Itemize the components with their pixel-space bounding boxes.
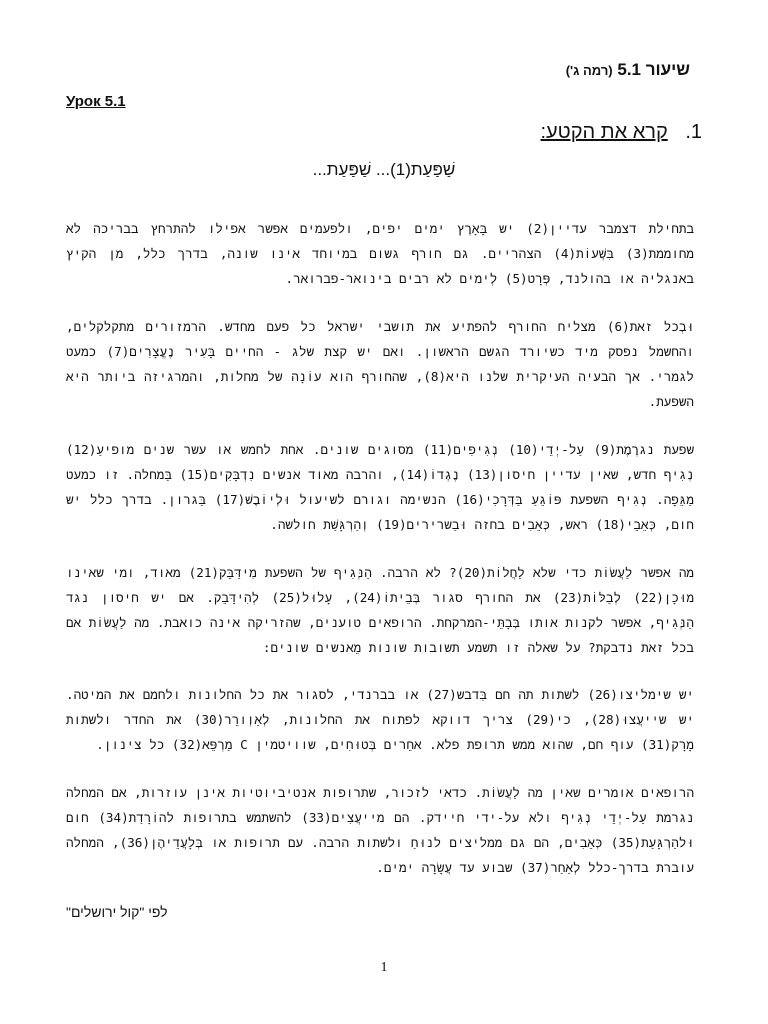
task-text: קרא את הקטע: <box>540 121 668 143</box>
russian-lesson-title: Урок 5.1 <box>66 93 126 110</box>
paragraph-2: וּבְכל זאת(6) מצליח החורף להפתיע את תושבי ישראל כל פעם מחדש. הרמזורים מתקלקלים, והחשמל נפסק מיד כשיורד הגשם הראשון. ואם יש קצת שלג - החיים בָּעִיר נֶעֱצָרִים(7) כמעט לגמרי. אך הבעיה העיקרית שלנו היא(8), שהחורף הוא עוֹנָה של מחלות, והמרגיזה ביותר היא השפעת. <box>66 318 694 409</box>
paragraph-3: שפעת נגרֶמֶת(9) עַל-יְדֵי(10) נְגִיפִים(11) מסוגים שונים. אחת לחמש או עשר שנים מופיעַ(12) נְגִיף חדש, שאין עדיין חיסון(13) נֶגְדוֹ(14), והרבה מאוד אנשים נִדְבָּקִים(15) בַּמחלה. זו כמעט מַגֵּפָה. נְגִיף השפעת פּוֹגֵעַ בַּדְּרָכִי(16) הנשימה וגורם לשיעול וּלְיוֹבֶשׁ(17) בַּגרון. בדרך כלל יש חום, כְּאֵבֵי(18) ראש, כְּאֵבִים בחזה וּבַשרירים(19) וְהַרְגָּשַׁת חולשה. <box>66 441 695 532</box>
paragraph-1: בתחילת דצמבר עדיין(2) יש בָּאָרֶץ ימים יפים, ולפעמים אפשר אפילו להתרחץ בבריכה לא מחוממת(3) בִּשְׁעוֹת(4) הצהריים. גם חורף גשום במיוחד אינו שונה, בדרך כלל, מן הקיץ באנגליה או בהולנד, פְּרָט(5) לְימים לא רבים בינואר-פברואר. <box>66 220 695 286</box>
task-number: 1. <box>685 121 702 143</box>
paragraph-5: יש שימליצו(26) לשתות תה חם בִּדבש(27) או בברנדי, לסגור את כל החלונות ולחמם את המיטה. יש שייעֲצוּ(28), כי(29) צריך דווקא לפתוח את החלונות, לְאַוְורֵר(30) את החדר ולשתות מָרָק(31) עוף חם, שהוא ממש תרופת פלא. אחֵרים בְּטוּחִים, שוויטמין C מַרְפֵּא(32) כל צינון. <box>66 686 695 752</box>
lesson-level: (רמה ג') <box>565 63 613 78</box>
page-number: 1 <box>380 960 388 975</box>
task-heading <box>540 121 702 144</box>
lesson-heading <box>566 60 690 80</box>
paragraph-6: הרופאים אומרים שאין מה לַעֲשׂוֹת. כדאי לזכור, שתרופות אנטיביוטיות אינן עוזרות, אם המחלה נגרמת עַל-יְדֵי נְגִיף ולא על-ידי חיידק. הם מייעֲצִים(33) להשתמש בתרופות להוֹרָדַת(34) חום וּלהַרְגָּעַת(35) כְּאֵבִים, הם גם ממליצים לנוּחַ ולשתות הרבה. עם תרופות או בְּלָעֲדֵיהֶן(36), המחלה עוברת בדרך-כלל לְאַחַר(37) שבוע עד עֲשָׂרָה ימים. <box>66 784 694 875</box>
source-attribution: לפי "קול ירושלים" <box>66 904 168 920</box>
text-subtitle: שַׁפַּעַת(1)... שַׁפַּעַת... <box>312 160 456 179</box>
lesson-label: שיעור 5.1 <box>617 60 690 79</box>
paragraph-4: מה אפשר לַעֲשׂוֹת כדי שלא לַחֲלוֹת(20)? לא הרבה. הַנְּגִיף של השפעת מִידַּבֵּק(21) מאוד, ומי שאינו מוּכָן(22) לְבַלּוֹת(23) את החורף סגור בְּבֵיתוֹ(24), עָלוּל(25) לְהִידָּבֵק. אם יש חיסון נגד הַנְּגִיף, אפשר לקנות אותו בְּבָתֵּי-המרקחת. הרופאים טוענים, שהזריקה אינה כואבת. מה לַעֲשׂוֹת אם בכל זאת נדבקת? על שאלה זו תשמע תשובות שונות מֵאנשים שונים: <box>66 564 694 655</box>
